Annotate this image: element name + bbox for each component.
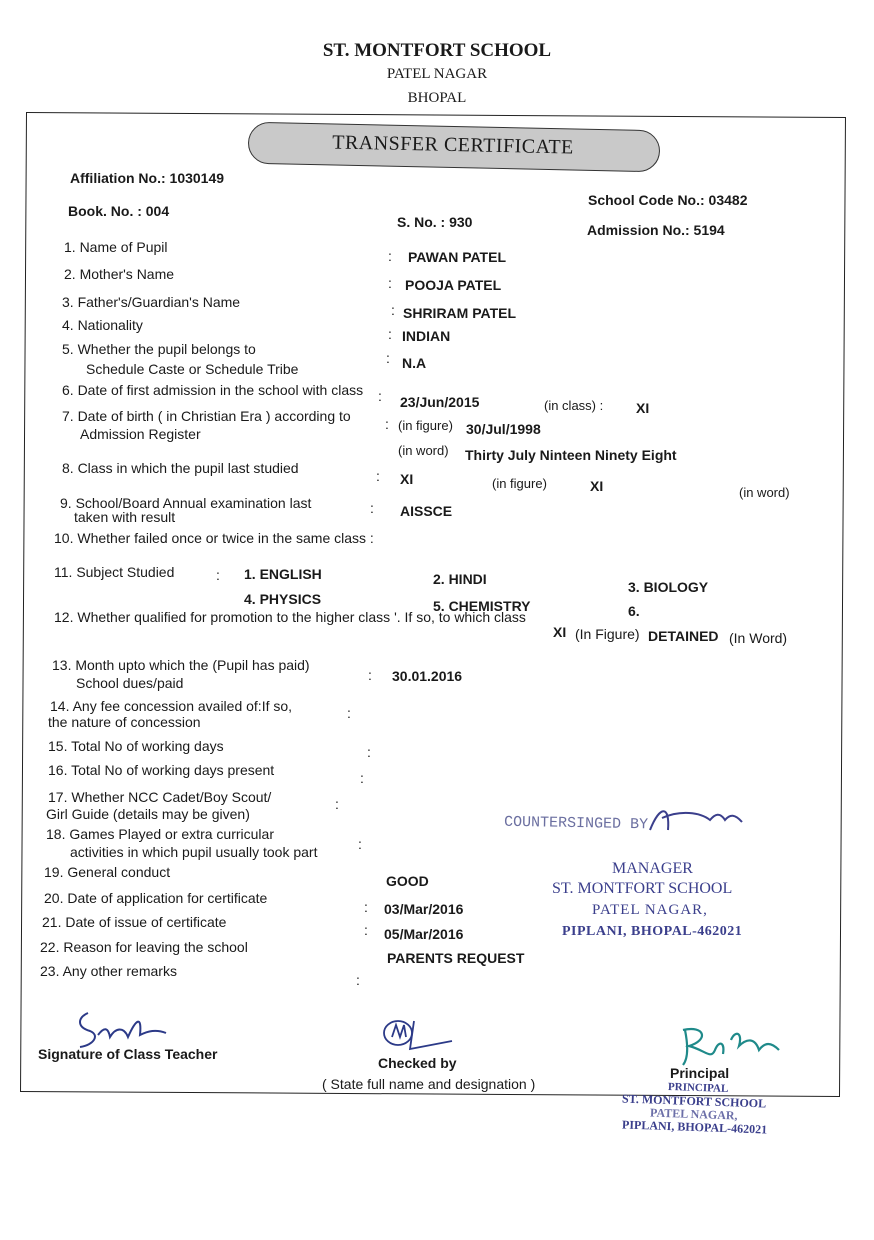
item-20-label: 20. Date of application for certificate [44, 890, 268, 906]
affiliation-no: Affiliation No.: 1030149 [70, 170, 225, 186]
item-22-label: 22. Reason for leaving the school [40, 939, 248, 955]
leaving-reason: PARENTS REQUEST [387, 950, 525, 966]
last-class-in-word-label: (in word) [739, 485, 790, 500]
item-4-label: 4. Nationality [62, 317, 143, 333]
admission-no: Admission No.: 5194 [587, 222, 725, 238]
item-12-label: 12. Whether qualified for promotion to the higher class '. If so, to which class [54, 609, 526, 625]
item-16-label: 16. Total No of working days present [48, 762, 275, 778]
item-5-colon: : [386, 350, 390, 366]
last-class: XI [400, 471, 414, 487]
item-9-label: 9. School/Board Annual examination last [60, 495, 312, 511]
item-13-label-cont: School dues/paid [76, 675, 184, 691]
item-16-colon: : [360, 770, 364, 786]
dob-in-word-label: (in word) [398, 443, 449, 458]
promotion-status: DETAINED [648, 628, 719, 644]
item-6-colon: : [378, 388, 382, 404]
school-code-no: School Code No.: 03482 [588, 192, 748, 208]
principal-stamp-area: PATEL NAGAR, [649, 1105, 738, 1123]
general-conduct: GOOD [386, 873, 429, 889]
class-teacher-signature-label: Signature of Class Teacher [38, 1046, 218, 1062]
application-date: 03/Mar/2016 [384, 901, 464, 917]
item-13-colon: : [368, 667, 372, 683]
item-9-colon: : [370, 500, 374, 516]
item-19-label: 19. General conduct [44, 864, 171, 880]
item-15-label: 15. Total No of working days [48, 738, 224, 754]
principal-stamp-school: ST. MONTFORT SCHOOL [621, 1091, 767, 1111]
principal-stamp-address: PIPLANI, BHOPAL-462021 [621, 1117, 768, 1137]
pupil-name: PAWAN PATEL [408, 249, 506, 265]
item-1-label: 1. Name of Pupil [64, 239, 168, 255]
issue-date: 05/Mar/2016 [384, 926, 464, 942]
admission-date: 23/Jun/2015 [400, 394, 480, 410]
dob-words: Thirty July Ninteen Ninety Eight [465, 447, 677, 463]
last-class-in-figure-label: (in figure) [492, 476, 547, 491]
item-14-colon: : [347, 705, 351, 721]
item-15-colon: : [367, 744, 371, 760]
school-city: BHOPAL [407, 90, 467, 106]
checked-by-label: Checked by [378, 1055, 457, 1071]
item-9-label-cont: taken with result [74, 509, 176, 525]
manager-stamp-area: PATEL NAGAR, [592, 902, 708, 918]
principal-label: Principal [670, 1065, 730, 1081]
manager-stamp-title: MANAGER [612, 860, 693, 877]
item-23-colon: : [356, 972, 360, 988]
book-no: Book. No. : 004 [68, 203, 170, 219]
item-8-colon: : [376, 468, 380, 484]
item-2-colon: : [388, 275, 392, 291]
item-2-label: 2. Mother's Name [64, 266, 175, 282]
subject-4: 4. PHYSICS [244, 591, 322, 607]
item-7-label-cont: Admission Register [80, 426, 201, 442]
dob-in-figure-label: (in figure) [398, 418, 453, 433]
in-class-label: (in class) : [544, 398, 604, 413]
nationality-value: INDIAN [402, 328, 451, 344]
item-23-label: 23. Any other remarks [40, 963, 177, 979]
promotion-in-word-label: (In Word) [729, 630, 788, 646]
item-21-colon: : [364, 922, 368, 938]
promotion-in-figure-label: (In Figure) [575, 626, 640, 642]
item-18-colon: : [358, 836, 362, 852]
class-teacher-signature [70, 1005, 180, 1050]
item-11-colon: : [216, 567, 220, 583]
checked-by-note: ( State full name and designation ) [322, 1076, 536, 1092]
mother-name: POOJA PATEL [405, 277, 502, 293]
item-14-label-cont: the nature of concession [48, 714, 201, 730]
promotion-class: XI [553, 624, 567, 640]
school-name: ST. MONTFORT SCHOOL [322, 40, 552, 61]
last-class-figure: XI [590, 478, 604, 494]
subject-2: 2. HINDI [433, 571, 487, 587]
subject-5: 5. CHEMISTRY [433, 598, 531, 614]
subject-3: 3. BIOLOGY [628, 579, 709, 595]
dob-figure: 30/Jul/1998 [466, 421, 541, 437]
item-5-label: 5. Whether the pupil belongs to [62, 341, 256, 357]
item-5-label-cont: Schedule Caste or Schedule Tribe [86, 361, 299, 377]
item-13-label: 13. Month upto which the (Pupil has paid) [52, 657, 310, 673]
father-name: SHRIRAM PATEL [403, 305, 517, 321]
item-7-label: 7. Date of birth ( in Christian Era ) according to [62, 408, 351, 424]
item-10-label: 10. Whether failed once or twice in the same class : [54, 530, 374, 546]
item-3-colon: : [391, 302, 395, 318]
item-4-colon: : [388, 326, 392, 342]
item-18-label-cont: activities in which pupil usually took part [70, 844, 318, 860]
countersigned-stamp: COUNTERSINGED BY [503, 813, 649, 834]
subject-6: 6. [628, 603, 640, 619]
checked-by-signature [380, 1015, 460, 1055]
item-7-colon: : [385, 416, 389, 432]
exam-result: AISSCE [400, 503, 453, 519]
principal-stamp-title: PRINCIPAL [667, 1080, 729, 1096]
principal-signature [675, 1020, 785, 1070]
subject-1: 1. ENGLISH [244, 566, 322, 582]
item-14-label: 14. Any fee concession availed of:If so, [50, 698, 293, 714]
dues-paid-upto: 30.01.2016 [392, 668, 463, 684]
certificate-title: TRANSFER CERTIFICATE [331, 131, 575, 159]
admission-class: XI [636, 400, 650, 416]
school-area: PATEL NAGAR [386, 66, 488, 82]
item-20-colon: : [364, 899, 368, 915]
manager-stamp-address: PIPLANI, BHOPAL-462021 [562, 924, 743, 939]
countersign-signature [640, 800, 750, 840]
serial-no: S. No. : 930 [397, 214, 473, 230]
item-17-colon: : [335, 796, 339, 812]
item-17-label: 17. Whether NCC Cadet/Boy Scout/ [48, 789, 272, 805]
caste-value: N.A [402, 355, 427, 371]
item-6-label: 6. Date of first admission in the school with class [62, 382, 364, 398]
item-8-label: 8. Class in which the pupil last studied [62, 460, 299, 476]
item-17-label-cont: Girl Guide (details may be given) [46, 806, 250, 822]
item-21-label: 21. Date of issue of certificate [42, 914, 227, 930]
item-1-colon: : [388, 248, 392, 264]
item-18-label: 18. Games Played or extra curricular [46, 826, 274, 842]
item-11-label: 11. Subject Studied [54, 564, 175, 580]
manager-stamp-school: ST. MONTFORT SCHOOL [552, 880, 733, 897]
item-3-label: 3. Father's/Guardian's Name [62, 294, 241, 310]
